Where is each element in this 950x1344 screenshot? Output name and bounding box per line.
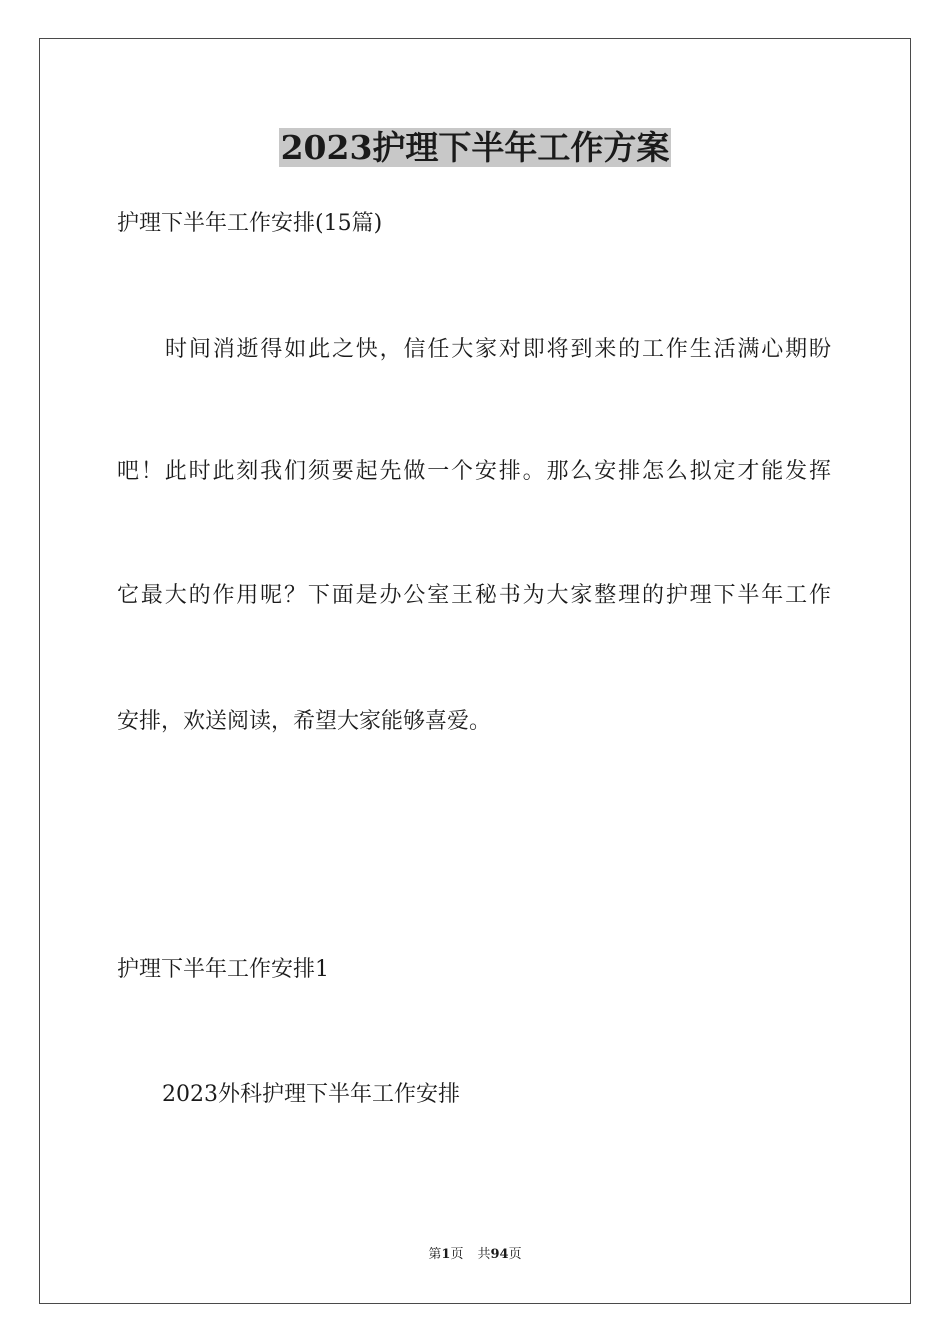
footer-total-pages: 94 <box>490 1247 509 1262</box>
intro-line-2: 吧！此时此刻我们须要起先做一个安排。那么安排怎么拟定才能发挥 <box>117 459 831 484</box>
section-subheading: 2023外科护理下半年工作安排 <box>162 1082 460 1107</box>
footer-page-suffix: 页 <box>450 1247 464 1262</box>
section-heading: 护理下半年工作安排1 <box>117 957 329 982</box>
document-title <box>0 126 950 170</box>
footer-total-suffix: 页 <box>508 1247 522 1262</box>
intro-line-3: 它最大的作用呢？下面是办公室王秘书为大家整理的护理下半年工作 <box>117 583 831 608</box>
footer-total-prefix: 共 <box>477 1247 491 1262</box>
intro-line-1: 时间消逝得如此之快，信任大家对即将到来的工作生活满心期盼 <box>165 337 831 362</box>
page-footer <box>0 1246 950 1264</box>
footer-page-prefix: 第 <box>428 1247 442 1262</box>
footer-page-number: 1 <box>441 1247 451 1262</box>
intro-line-4: 安排，欢送阅读，希望大家能够喜爱。 <box>117 709 492 734</box>
document-title-text: 2023护理下半年工作方案 <box>280 128 670 167</box>
document-subtitle: 护理下半年工作安排(15篇) <box>117 211 383 236</box>
